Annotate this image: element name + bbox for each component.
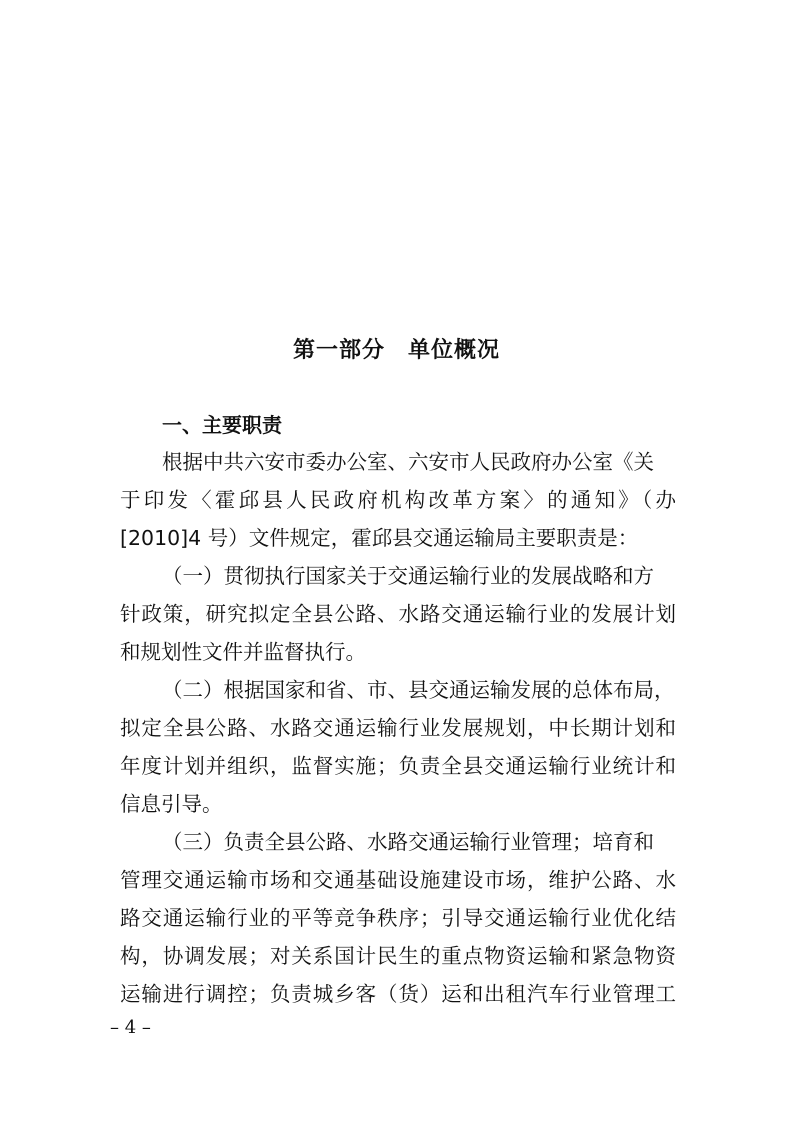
paragraph-line: [2010]4 号）文件规定，霍邱县交通运输局主要职责是： (120, 526, 639, 550)
paragraph-line: （二）根据国家和省、市、县交通运输发展的总体布局， (162, 678, 675, 702)
paragraph-line: 构，协调发展；对关系国计民生的重点物资运输和紧急物资 (120, 944, 676, 968)
paragraph-line: 针政策，研究拟定全县公路、水路交通运输行业的发展计划 (120, 602, 676, 626)
paragraph-line: 根据中共六安市委办公室、六安市人民政府办公室《关 (162, 450, 654, 474)
paragraph-line: 运输进行调控；负责城乡客（货）运和出租汽车行业管理工 (120, 982, 676, 1006)
page-number: – 4 – (110, 1017, 151, 1038)
paragraph-line: 信息引导。 (120, 792, 223, 816)
paragraph-line: 拟定全县公路、水路交通运输行业发展规划，中长期计划和 (120, 716, 676, 740)
paragraph-line: 于印发〈霍邱县人民政府机构改革方案〉的通知》（办 (120, 488, 676, 512)
page-title: 第一部分 单位概况 (292, 338, 500, 363)
paragraph-line: 管理交通运输市场和交通基础设施建设市场，维护公路、水 (120, 868, 676, 892)
paragraph-line: （一）贯彻执行国家关于交通运输行业的发展战略和方 (162, 564, 654, 588)
paragraph-line: （三）负责全县公路、水路交通运输行业管理；培育和 (162, 830, 654, 854)
paragraph-line: 路交通运输行业的平等竞争秩序；引导交通运输行业优化结 (120, 906, 676, 930)
paragraph-line: 和规划性文件并监督执行。 (120, 640, 366, 664)
paragraph-line: 年度计划并组织，监督实施；负责全县交通运输行业统计和 (120, 754, 676, 778)
section-heading: 一、主要职责 (162, 413, 282, 437)
